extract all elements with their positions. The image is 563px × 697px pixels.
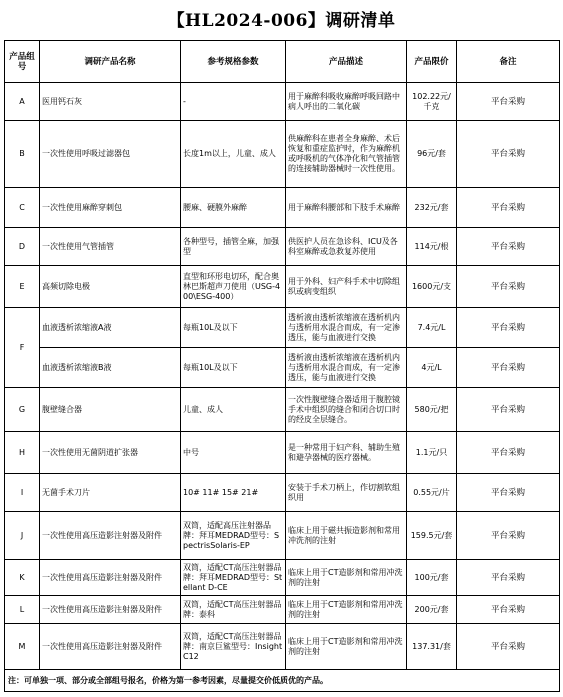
cell-spec: 各种型号，插管全麻，加强型 <box>181 228 286 266</box>
header-name: 调研产品名称 <box>40 41 181 83</box>
cell-name: 一次性使用高压造影注射器及附件 <box>40 624 181 670</box>
cell-price: 7.4元/L <box>407 308 457 348</box>
footnote-row <box>5 670 560 692</box>
header-desc: 产品描述 <box>286 41 407 83</box>
cell-group: L <box>5 596 40 624</box>
cell-group: A <box>5 83 40 121</box>
header-group: 产品组号 <box>5 41 40 83</box>
header-note: 备注 <box>457 41 560 83</box>
cell-note: 平台采购 <box>457 624 560 670</box>
cell-spec: 每瓶10L及以下 <box>181 348 286 388</box>
cell-note: 平台采购 <box>457 121 560 188</box>
table-row <box>5 388 560 432</box>
cell-name: 腹壁缝合器 <box>40 388 181 432</box>
cell-desc: 用于外科、妇产科手术中切除组织或病变组织 <box>286 266 407 308</box>
cell-desc-text: 透析液由透析浓缩液在透析机内与透析用水混合而成，有一定渗透压，能与血液进行交换 <box>288 312 400 342</box>
footnote: 注：可单独一项、部分或全部组号报名，价格为第一参考因素，尽量提交价低质优的产品。 <box>5 670 560 692</box>
cell-group: M <box>5 624 40 670</box>
cell-spec: 长度1m以上，儿童、成人 <box>181 121 286 188</box>
cell-group: H <box>5 432 40 474</box>
cell-group: J <box>5 512 40 560</box>
table-row <box>5 266 560 308</box>
survey-table <box>4 40 560 692</box>
table-row <box>5 188 560 228</box>
cell-name: 一次性使用呼吸过滤器包 <box>40 121 181 188</box>
cell-desc: 安装于手术刀柄上，作切割软组织用 <box>286 474 407 512</box>
cell-note: 平台采购 <box>457 188 560 228</box>
cell-name: 一次性使用高压造影注射器及附件 <box>40 596 181 624</box>
cell-desc: 一次性腹壁缝合器适用于腹腔镜手术中组织的缝合和闭合切口时的经皮全层缝合。 <box>286 388 407 432</box>
cell-desc-text: 透析液由透析浓缩液在透析机内与透析用水混合而成，有一定渗透压，能与血液进行交换 <box>288 352 400 382</box>
cell-note: 平台采购 <box>457 596 560 624</box>
cell-group: C <box>5 188 40 228</box>
header-price: 产品限价 <box>407 41 457 83</box>
table-row <box>5 596 560 624</box>
cell-price: 96元/套 <box>407 121 457 188</box>
cell-desc: 临床上用于磁共振造影剂和常用冲洗剂的注射 <box>286 512 407 560</box>
table-row <box>5 121 560 188</box>
cell-price: 200元/套 <box>407 596 457 624</box>
cell-note: 平台采购 <box>457 512 560 560</box>
cell-spec: 双筒，适配CT高压注射器品牌：南京巨鲨型号：Insight C12 <box>181 624 286 670</box>
cell-group: K <box>5 560 40 596</box>
cell-price: 159.5元/套 <box>407 512 457 560</box>
cell-desc: 用于麻醉科腰部和下肢手术麻醉 <box>286 188 407 228</box>
cell-price: 0.55元/片 <box>407 474 457 512</box>
cell-spec: 双筒，适配CT高压注射器品牌：拜耳MEDRAD型号：Stellant D-CE <box>181 560 286 596</box>
cell-price: 1600元/支 <box>407 266 457 308</box>
cell-name: 血液透析浓缩液A液 <box>40 308 181 348</box>
cell-note: 平台采购 <box>457 388 560 432</box>
cell-desc: 临床上用于CT造影剂和常用冲洗剂的注射 <box>286 560 407 596</box>
cell-note: 平台采购 <box>457 432 560 474</box>
cell-note: 平台采购 <box>457 474 560 512</box>
cell-desc: 供麻醉科在患者全身麻醉、术后恢复和重症监护时，作为麻醉机或呼吸机的气体净化和气管插管的连接辅助器械时一次性使用。 <box>286 121 407 188</box>
cell-group: I <box>5 474 40 512</box>
cell-name: 一次性使用高压造影注射器及附件 <box>40 512 181 560</box>
table-row <box>5 308 560 348</box>
cell-desc <box>286 348 407 388</box>
cell-desc: 供医护人员在急诊科、ICU及各科室麻醉或急救复苏使用 <box>286 228 407 266</box>
cell-group: D <box>5 228 40 266</box>
cell-note: 平台采购 <box>457 348 560 388</box>
cell-name: 一次性使用无菌阴道扩张器 <box>40 432 181 474</box>
cell-spec: 双筒，适配CT高压注射器品牌：泰科 <box>181 596 286 624</box>
table-row <box>5 560 560 596</box>
cell-name: 无菌手术刀片 <box>40 474 181 512</box>
cell-desc <box>286 308 407 348</box>
cell-price: 1.1元/只 <box>407 432 457 474</box>
cell-price: 100元/套 <box>407 560 457 596</box>
cell-name: 一次性使用气管插管 <box>40 228 181 266</box>
cell-note: 平台采购 <box>457 83 560 121</box>
cell-price: 232元/套 <box>407 188 457 228</box>
table-row <box>5 83 560 121</box>
header-row <box>5 41 560 83</box>
cell-desc: 用于麻醉科吸收麻醉呼吸回路中病人呼出的二氧化碳 <box>286 83 407 121</box>
cell-note: 平台采购 <box>457 228 560 266</box>
table-row <box>5 624 560 670</box>
cell-note: 平台采购 <box>457 308 560 348</box>
table-row <box>5 474 560 512</box>
cell-name: 高频切除电极 <box>40 266 181 308</box>
table-row <box>5 228 560 266</box>
cell-price: 4元/L <box>407 348 457 388</box>
cell-spec: - <box>181 83 286 121</box>
cell-spec: 直型和环形电切环，配合奥林巴斯超声刀使用（USG-400\ESG-400） <box>181 266 286 308</box>
cell-price: 102.22元/千克 <box>407 83 457 121</box>
cell-desc: 是一种常用于妇产科、辅助生殖和避孕器械的医疗器械。 <box>286 432 407 474</box>
table-row <box>5 348 560 388</box>
cell-spec: 每瓶10L及以下 <box>181 308 286 348</box>
cell-spec: 儿童、成人 <box>181 388 286 432</box>
cell-spec: 腰麻、硬膜外麻醉 <box>181 188 286 228</box>
cell-price: 114元/根 <box>407 228 457 266</box>
document-title: 【HL2024-006】调研清单 <box>167 11 396 31</box>
cell-group: E <box>5 266 40 308</box>
cell-desc: 临床上用于CT造影剂和常用冲洗剂的注射 <box>286 596 407 624</box>
cell-desc: 临床上用于CT造影剂和常用冲洗剂的注射 <box>286 624 407 670</box>
cell-price: 580元/把 <box>407 388 457 432</box>
header-spec: 参考规格参数 <box>181 41 286 83</box>
cell-group: G <box>5 388 40 432</box>
cell-spec: 10# 11# 15# 21# <box>181 474 286 512</box>
cell-name: 血液透析浓缩液B液 <box>40 348 181 388</box>
cell-price: 137.31/套 <box>407 624 457 670</box>
cell-group: F <box>5 308 40 388</box>
cell-spec: 双筒，适配高压注射器品牌：拜耳MEDRAD型号：SpectrisSolaris-EP <box>181 512 286 560</box>
cell-note: 平台采购 <box>457 560 560 596</box>
table-row <box>5 512 560 560</box>
cell-spec: 中号 <box>181 432 286 474</box>
cell-name: 医用钙石灰 <box>40 83 181 121</box>
cell-name: 一次性使用麻醉穿刺包 <box>40 188 181 228</box>
table-row <box>5 432 560 474</box>
cell-name: 一次性使用高压造影注射器及附件 <box>40 560 181 596</box>
cell-group: B <box>5 121 40 188</box>
cell-note: 平台采购 <box>457 266 560 308</box>
